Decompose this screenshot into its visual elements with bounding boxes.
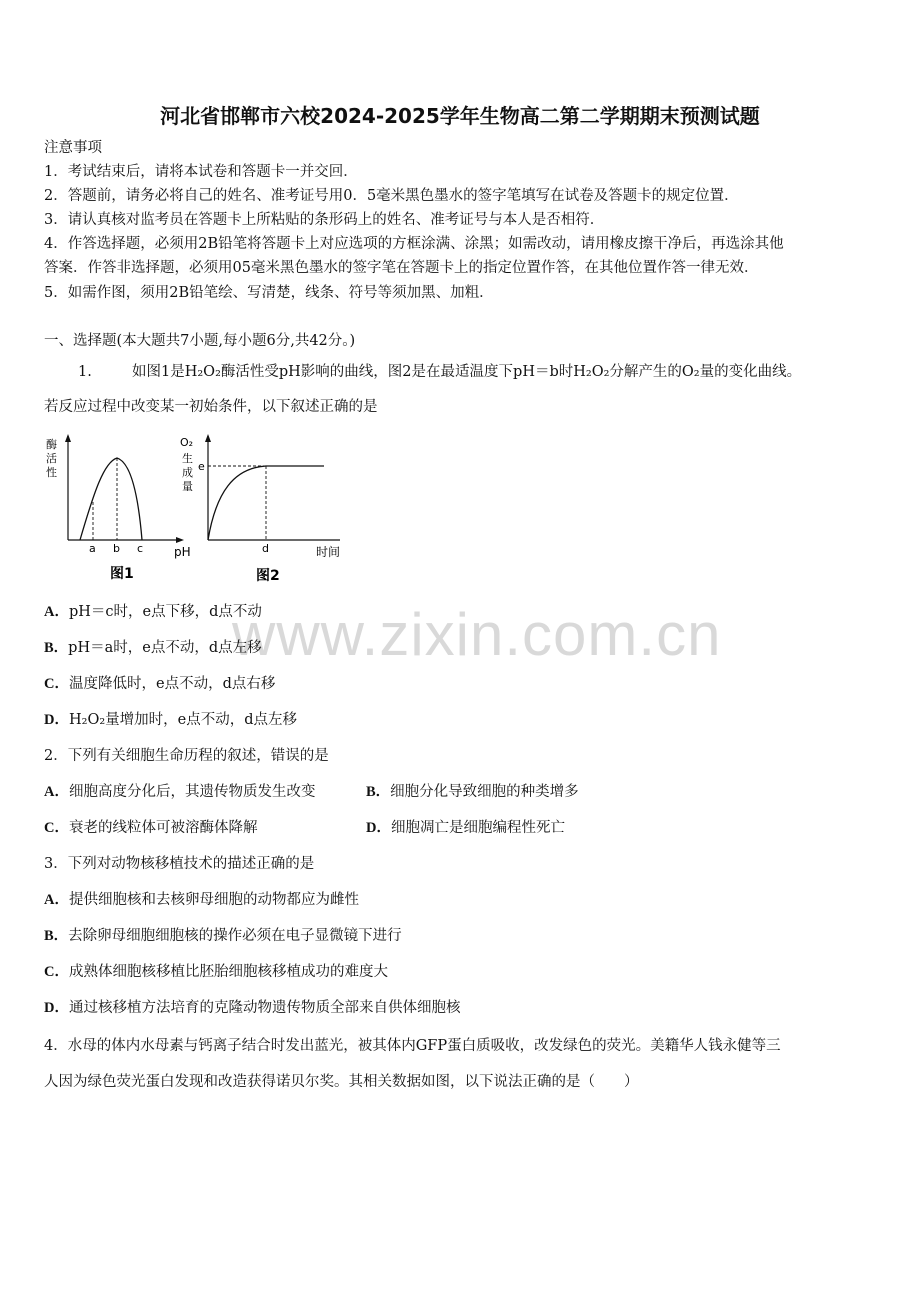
- fig1-ylabel-2: 活: [46, 452, 57, 465]
- figure-1: [46, 434, 194, 582]
- q3-option-b: [44, 926, 402, 946]
- q3-stem: 3．下列对动物核移植技术的描述正确的是: [44, 856, 315, 872]
- option-text: pH＝c时，e点下移，d点不动: [68, 604, 262, 620]
- option-text: H₂O₂量增加时，e点不动，d点左移: [68, 712, 298, 728]
- fig1-xlabel: pH: [174, 545, 191, 559]
- option-letter: C．: [44, 820, 69, 836]
- section-heading: 一、选择题(本大题共7小题,每小题6分,共42分。): [44, 333, 356, 349]
- q2-option-d: [366, 818, 565, 838]
- option-letter: B．: [366, 784, 391, 800]
- q2-option-c: [44, 818, 257, 838]
- option-letter: A．: [44, 892, 69, 908]
- fig2-ylabel-1: 生: [182, 452, 193, 465]
- option-text: 细胞高度分化后，其遗传物质发生改变: [68, 784, 316, 800]
- q3-option-a: [44, 890, 359, 910]
- option-letter: C．: [44, 964, 69, 980]
- q3-option-d: [44, 998, 460, 1018]
- notice-item-4-cont: 答案．作答非选择题，必须用05毫米黑色墨水的签字笔在答题卡上的指定位置作答，在其他位置作答一律无效．: [44, 260, 759, 276]
- q2-option-b: [366, 782, 579, 802]
- option-text: 细胞凋亡是细胞编程性死亡: [390, 820, 565, 836]
- q1-option-b: [44, 638, 262, 658]
- option-text: 提供细胞核和去核卵母细胞的动物都应为雌性: [68, 892, 359, 908]
- option-letter: D．: [44, 712, 69, 728]
- option-text: 通过核移植方法培育的克隆动物遗传物质全部来自供体细胞核: [68, 1000, 461, 1016]
- option-text: 成熟体细胞核移植比胚胎细胞核移植成功的难度大: [68, 964, 388, 980]
- q1-option-c: [44, 674, 275, 694]
- fig2-d-label: d: [262, 542, 269, 555]
- option-text: 衰老的线粒体可被溶酶体降解: [68, 820, 258, 836]
- option-letter: B．: [44, 928, 69, 944]
- q1-figure: [44, 432, 364, 592]
- q2-option-a: [44, 782, 315, 802]
- option-text: pH＝a时，e点不动，d点左移: [68, 640, 262, 656]
- fig2-e-label: e: [198, 460, 205, 473]
- q1-stem-line1: 如图1是H₂O₂酶活性受pH影响的曲线，图2是在最适温度下pH＝b时H₂O₂分解产生的O₂量的变化曲线。: [132, 364, 802, 380]
- q4-stem-line2: 人因为绿色荧光蛋白发现和改造获得诺贝尔奖。其相关数据如图，以下说法正确的是（ ）: [44, 1074, 639, 1090]
- fig1-curve: [80, 458, 142, 540]
- option-letter: D．: [366, 820, 391, 836]
- notice-item-5: 5．如需作图，须用2B铅笔绘、写清楚，线条、符号等须加黑、加粗．: [44, 285, 494, 301]
- fig1-tick-c: c: [137, 542, 144, 555]
- option-letter: A．: [44, 784, 69, 800]
- fig2-ylabel-2: 成: [182, 466, 193, 479]
- fig2-ylabel-3: 量: [182, 480, 193, 493]
- q1-option-a: [44, 602, 262, 622]
- fig1-tick-a: a: [89, 542, 96, 555]
- notice-item-2: 2．答题前，请务必将自己的姓名、准考证号用0．5毫米黑色墨水的签字笔填写在试卷及答题卡的规定位置．: [44, 188, 739, 204]
- figure-2: [180, 434, 340, 584]
- option-letter: B．: [44, 640, 69, 656]
- q3-option-c: [44, 962, 388, 982]
- q1-number: 1.: [78, 364, 92, 380]
- q2-stem: 2．下列有关细胞生命历程的叙述，错误的是: [44, 748, 329, 764]
- page-title: 河北省邯郸市六校2024-2025学年生物高二第二学期期末预测试题: [160, 104, 760, 128]
- q1-stem-line2: 若反应过程中改变某一初始条件，以下叙述正确的是: [44, 399, 378, 415]
- option-letter: A．: [44, 604, 69, 620]
- notice-item-4: 4．作答选择题，必须用2B铅笔将答题卡上对应选项的方框涂满、涂黑；如需改动，请用橡皮擦干净后，再选涂其他: [44, 236, 784, 252]
- fig1-caption: 图1: [110, 566, 134, 582]
- option-letter: D．: [44, 1000, 69, 1016]
- option-letter: C．: [44, 676, 69, 692]
- fig2-ylabel-top: O₂: [180, 436, 194, 449]
- notice-item-1: 1．考试结束后，请将本试卷和答题卡一并交回．: [44, 164, 358, 180]
- option-text: 细胞分化导致细胞的种类增多: [390, 784, 579, 800]
- notice-item-3: 3．请认真核对监考员在答题卡上所粘贴的条形码上的姓名、准考证号与本人是否相符．: [44, 212, 605, 228]
- q1-option-d: [44, 710, 297, 730]
- watermark: www.zixin.com.cn: [232, 601, 722, 668]
- option-text: 去除卵母细胞细胞核的操作必须在电子显微镜下进行: [68, 928, 402, 944]
- option-text: 温度降低时，e点不动，d点右移: [68, 676, 276, 692]
- fig1-ylabel-3: 性: [46, 466, 57, 479]
- fig2-xlabel: 时间: [316, 545, 341, 559]
- fig1-ylabel-1: 酶: [46, 438, 57, 451]
- notice-heading: 注意事项: [44, 140, 102, 156]
- fig1-tick-b: b: [113, 542, 120, 555]
- fig2-caption: 图2: [256, 568, 280, 584]
- q4-stem-line1: 4．水母的体内水母素与钙离子结合时发出蓝光，被其体内GFP蛋白质吸收，改发绿色的荧光。美籍华人钱永健等三: [44, 1038, 781, 1054]
